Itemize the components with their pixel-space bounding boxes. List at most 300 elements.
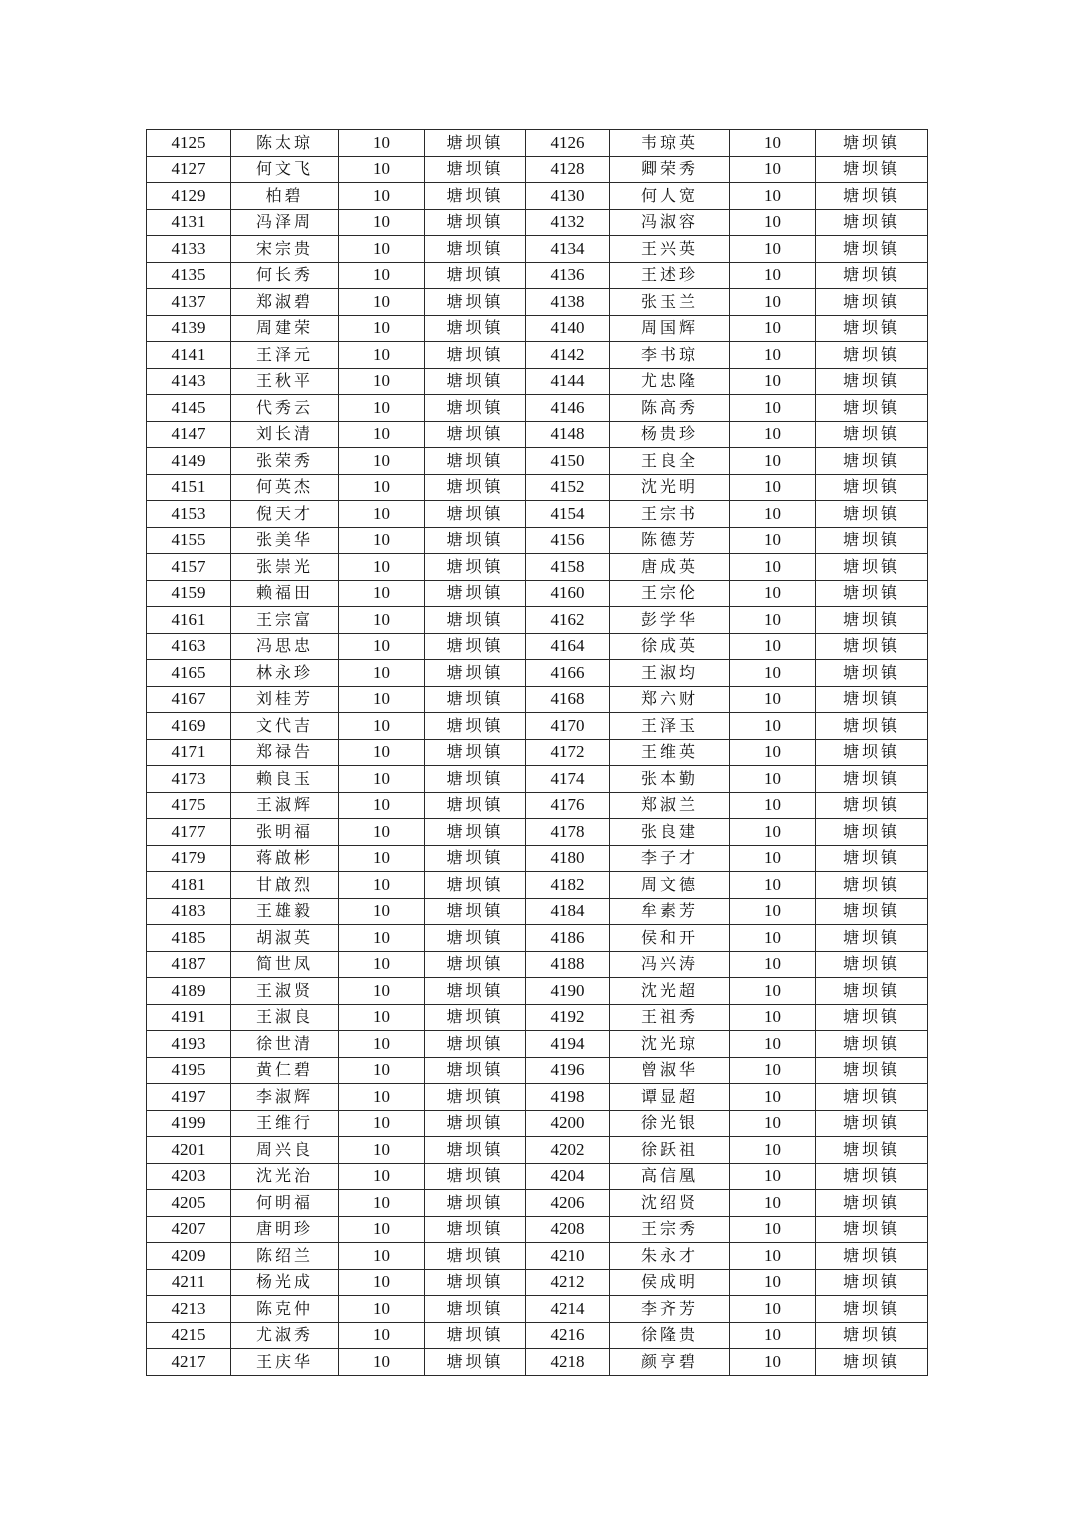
- left-record-number-cell: 4199: [147, 1110, 231, 1137]
- right-town-name-cell: 塘坝镇: [816, 1269, 928, 1296]
- table-row: [147, 421, 928, 448]
- table-row: [147, 501, 928, 528]
- right-town-name-cell: 塘坝镇: [816, 156, 928, 183]
- right-town-name-cell: 塘坝镇: [816, 368, 928, 395]
- right-amount-cell: 10: [730, 1031, 816, 1058]
- left-amount-cell: 10: [339, 1216, 425, 1243]
- right-town-name-cell: 塘坝镇: [816, 686, 928, 713]
- left-town-name-cell: 塘坝镇: [425, 421, 526, 448]
- right-amount-cell: 10: [730, 1216, 816, 1243]
- right-person-name-cell: 何人宽: [610, 183, 730, 210]
- left-person-name-cell: 郑淑碧: [231, 289, 339, 316]
- right-record-number-cell: 4196: [526, 1057, 610, 1084]
- table-row: [147, 1269, 928, 1296]
- right-amount-cell: 10: [730, 236, 816, 263]
- left-person-name-cell: 林永珍: [231, 660, 339, 687]
- left-record-number-cell: 4189: [147, 978, 231, 1005]
- left-record-number-cell: 4155: [147, 527, 231, 554]
- table-row: [147, 1163, 928, 1190]
- left-person-name-cell: 文代吉: [231, 713, 339, 740]
- left-town-name-cell: 塘坝镇: [425, 183, 526, 210]
- left-amount-cell: 10: [339, 315, 425, 342]
- left-town-name-cell: 塘坝镇: [425, 633, 526, 660]
- table-row: [147, 1322, 928, 1349]
- left-amount-cell: 10: [339, 474, 425, 501]
- table-row: [147, 713, 928, 740]
- table-row: [147, 262, 928, 289]
- right-record-number-cell: 4200: [526, 1110, 610, 1137]
- left-town-name-cell: 塘坝镇: [425, 1004, 526, 1031]
- right-amount-cell: 10: [730, 130, 816, 157]
- right-amount-cell: 10: [730, 1084, 816, 1111]
- right-record-number-cell: 4176: [526, 792, 610, 819]
- left-town-name-cell: 塘坝镇: [425, 368, 526, 395]
- right-person-name-cell: 王泽玉: [610, 713, 730, 740]
- left-town-name-cell: 塘坝镇: [425, 130, 526, 157]
- table-row: [147, 1190, 928, 1217]
- left-amount-cell: 10: [339, 527, 425, 554]
- table-row: [147, 1349, 928, 1376]
- right-person-name-cell: 沈绍贤: [610, 1190, 730, 1217]
- left-town-name-cell: 塘坝镇: [425, 448, 526, 475]
- table-row: [147, 1243, 928, 1270]
- right-town-name-cell: 塘坝镇: [816, 209, 928, 236]
- right-person-name-cell: 王淑均: [610, 660, 730, 687]
- right-amount-cell: 10: [730, 898, 816, 925]
- left-amount-cell: 10: [339, 501, 425, 528]
- right-amount-cell: 10: [730, 474, 816, 501]
- left-record-number-cell: 4203: [147, 1163, 231, 1190]
- table-row: [147, 156, 928, 183]
- table-row: [147, 607, 928, 634]
- left-town-name-cell: 塘坝镇: [425, 315, 526, 342]
- left-person-name-cell: 王淑辉: [231, 792, 339, 819]
- right-record-number-cell: 4150: [526, 448, 610, 475]
- left-person-name-cell: 张美华: [231, 527, 339, 554]
- right-amount-cell: 10: [730, 1190, 816, 1217]
- right-amount-cell: 10: [730, 1296, 816, 1323]
- left-town-name-cell: 塘坝镇: [425, 951, 526, 978]
- right-amount-cell: 10: [730, 739, 816, 766]
- right-person-name-cell: 徐光银: [610, 1110, 730, 1137]
- right-person-name-cell: 韦琼英: [610, 130, 730, 157]
- left-town-name-cell: 塘坝镇: [425, 395, 526, 422]
- right-town-name-cell: 塘坝镇: [816, 1057, 928, 1084]
- right-record-number-cell: 4134: [526, 236, 610, 263]
- table-row: [147, 554, 928, 581]
- table-row: [147, 236, 928, 263]
- left-record-number-cell: 4173: [147, 766, 231, 793]
- right-record-number-cell: 4154: [526, 501, 610, 528]
- left-person-name-cell: 赖良玉: [231, 766, 339, 793]
- left-person-name-cell: 郑禄告: [231, 739, 339, 766]
- left-amount-cell: 10: [339, 819, 425, 846]
- left-person-name-cell: 尤淑秀: [231, 1322, 339, 1349]
- right-person-name-cell: 谭显超: [610, 1084, 730, 1111]
- right-record-number-cell: 4130: [526, 183, 610, 210]
- left-record-number-cell: 4135: [147, 262, 231, 289]
- left-town-name-cell: 塘坝镇: [425, 1296, 526, 1323]
- left-record-number-cell: 4137: [147, 289, 231, 316]
- left-record-number-cell: 4213: [147, 1296, 231, 1323]
- left-town-name-cell: 塘坝镇: [425, 713, 526, 740]
- left-person-name-cell: 李淑辉: [231, 1084, 339, 1111]
- right-amount-cell: 10: [730, 1163, 816, 1190]
- right-town-name-cell: 塘坝镇: [816, 739, 928, 766]
- right-person-name-cell: 张良建: [610, 819, 730, 846]
- right-record-number-cell: 4156: [526, 527, 610, 554]
- right-record-number-cell: 4216: [526, 1322, 610, 1349]
- right-town-name-cell: 塘坝镇: [816, 792, 928, 819]
- left-record-number-cell: 4177: [147, 819, 231, 846]
- table-row: [147, 1137, 928, 1164]
- left-record-number-cell: 4165: [147, 660, 231, 687]
- left-town-name-cell: 塘坝镇: [425, 236, 526, 263]
- left-person-name-cell: 沈光治: [231, 1163, 339, 1190]
- right-town-name-cell: 塘坝镇: [816, 527, 928, 554]
- right-town-name-cell: 塘坝镇: [816, 315, 928, 342]
- table-row: [147, 951, 928, 978]
- right-record-number-cell: 4186: [526, 925, 610, 952]
- table-row: [147, 819, 928, 846]
- right-town-name-cell: 塘坝镇: [816, 978, 928, 1005]
- right-town-name-cell: 塘坝镇: [816, 395, 928, 422]
- table-row: [147, 1031, 928, 1058]
- right-town-name-cell: 塘坝镇: [816, 262, 928, 289]
- left-amount-cell: 10: [339, 925, 425, 952]
- right-town-name-cell: 塘坝镇: [816, 1243, 928, 1270]
- left-person-name-cell: 简世凤: [231, 951, 339, 978]
- right-town-name-cell: 塘坝镇: [816, 1216, 928, 1243]
- right-person-name-cell: 杨贵珍: [610, 421, 730, 448]
- left-person-name-cell: 王宗富: [231, 607, 339, 634]
- right-record-number-cell: 4206: [526, 1190, 610, 1217]
- left-amount-cell: 10: [339, 898, 425, 925]
- left-record-number-cell: 4133: [147, 236, 231, 263]
- right-town-name-cell: 塘坝镇: [816, 183, 928, 210]
- left-town-name-cell: 塘坝镇: [425, 527, 526, 554]
- left-record-number-cell: 4195: [147, 1057, 231, 1084]
- left-person-name-cell: 王维行: [231, 1110, 339, 1137]
- left-person-name-cell: 何明福: [231, 1190, 339, 1217]
- left-person-name-cell: 王淑贤: [231, 978, 339, 1005]
- left-amount-cell: 10: [339, 580, 425, 607]
- left-person-name-cell: 杨光成: [231, 1269, 339, 1296]
- left-record-number-cell: 4215: [147, 1322, 231, 1349]
- left-record-number-cell: 4185: [147, 925, 231, 952]
- right-town-name-cell: 塘坝镇: [816, 289, 928, 316]
- table-row: [147, 1057, 928, 1084]
- right-town-name-cell: 塘坝镇: [816, 660, 928, 687]
- left-amount-cell: 10: [339, 156, 425, 183]
- right-person-name-cell: 彭学华: [610, 607, 730, 634]
- right-person-name-cell: 颜亨碧: [610, 1349, 730, 1376]
- left-amount-cell: 10: [339, 1243, 425, 1270]
- left-town-name-cell: 塘坝镇: [425, 1031, 526, 1058]
- left-person-name-cell: 王秋平: [231, 368, 339, 395]
- left-town-name-cell: 塘坝镇: [425, 819, 526, 846]
- left-amount-cell: 10: [339, 1004, 425, 1031]
- left-person-name-cell: 何长秀: [231, 262, 339, 289]
- right-town-name-cell: 塘坝镇: [816, 845, 928, 872]
- right-person-name-cell: 徐隆贵: [610, 1322, 730, 1349]
- right-record-number-cell: 4192: [526, 1004, 610, 1031]
- left-town-name-cell: 塘坝镇: [425, 501, 526, 528]
- left-amount-cell: 10: [339, 845, 425, 872]
- left-person-name-cell: 赖福田: [231, 580, 339, 607]
- left-amount-cell: 10: [339, 1057, 425, 1084]
- right-record-number-cell: 4142: [526, 342, 610, 369]
- left-record-number-cell: 4209: [147, 1243, 231, 1270]
- left-record-number-cell: 4149: [147, 448, 231, 475]
- right-amount-cell: 10: [730, 1269, 816, 1296]
- right-amount-cell: 10: [730, 1110, 816, 1137]
- right-record-number-cell: 4148: [526, 421, 610, 448]
- table-row: [147, 766, 928, 793]
- right-record-number-cell: 4180: [526, 845, 610, 872]
- left-town-name-cell: 塘坝镇: [425, 1243, 526, 1270]
- right-person-name-cell: 王宗伦: [610, 580, 730, 607]
- left-amount-cell: 10: [339, 289, 425, 316]
- left-record-number-cell: 4197: [147, 1084, 231, 1111]
- right-person-name-cell: 王兴英: [610, 236, 730, 263]
- left-record-number-cell: 4207: [147, 1216, 231, 1243]
- left-amount-cell: 10: [339, 1349, 425, 1376]
- left-amount-cell: 10: [339, 739, 425, 766]
- left-record-number-cell: 4127: [147, 156, 231, 183]
- left-amount-cell: 10: [339, 1084, 425, 1111]
- right-amount-cell: 10: [730, 289, 816, 316]
- table-row: [147, 898, 928, 925]
- left-person-name-cell: 何文飞: [231, 156, 339, 183]
- left-record-number-cell: 4169: [147, 713, 231, 740]
- right-amount-cell: 10: [730, 819, 816, 846]
- left-person-name-cell: 徐世清: [231, 1031, 339, 1058]
- right-amount-cell: 10: [730, 580, 816, 607]
- right-town-name-cell: 塘坝镇: [816, 342, 928, 369]
- right-record-number-cell: 4166: [526, 660, 610, 687]
- table-row: [147, 660, 928, 687]
- left-town-name-cell: 塘坝镇: [425, 1110, 526, 1137]
- right-amount-cell: 10: [730, 554, 816, 581]
- left-person-name-cell: 张崇光: [231, 554, 339, 581]
- right-person-name-cell: 陈德芳: [610, 527, 730, 554]
- left-town-name-cell: 塘坝镇: [425, 739, 526, 766]
- right-town-name-cell: 塘坝镇: [816, 1190, 928, 1217]
- left-record-number-cell: 4181: [147, 872, 231, 899]
- left-town-name-cell: 塘坝镇: [425, 209, 526, 236]
- table-row: [147, 1084, 928, 1111]
- right-amount-cell: 10: [730, 368, 816, 395]
- right-person-name-cell: 王宗书: [610, 501, 730, 528]
- left-town-name-cell: 塘坝镇: [425, 686, 526, 713]
- table-row: [147, 872, 928, 899]
- left-amount-cell: 10: [339, 633, 425, 660]
- table-row: [147, 686, 928, 713]
- right-town-name-cell: 塘坝镇: [816, 713, 928, 740]
- right-amount-cell: 10: [730, 660, 816, 687]
- right-town-name-cell: 塘坝镇: [816, 1137, 928, 1164]
- left-record-number-cell: 4147: [147, 421, 231, 448]
- left-amount-cell: 10: [339, 792, 425, 819]
- right-amount-cell: 10: [730, 315, 816, 342]
- left-record-number-cell: 4143: [147, 368, 231, 395]
- left-person-name-cell: 王淑良: [231, 1004, 339, 1031]
- right-town-name-cell: 塘坝镇: [816, 766, 928, 793]
- left-record-number-cell: 4131: [147, 209, 231, 236]
- left-amount-cell: 10: [339, 236, 425, 263]
- right-amount-cell: 10: [730, 448, 816, 475]
- left-amount-cell: 10: [339, 368, 425, 395]
- right-person-name-cell: 牟素芳: [610, 898, 730, 925]
- right-amount-cell: 10: [730, 156, 816, 183]
- left-person-name-cell: 胡淑英: [231, 925, 339, 952]
- right-record-number-cell: 4138: [526, 289, 610, 316]
- right-town-name-cell: 塘坝镇: [816, 421, 928, 448]
- right-amount-cell: 10: [730, 1004, 816, 1031]
- right-person-name-cell: 朱永才: [610, 1243, 730, 1270]
- table-row: [147, 580, 928, 607]
- right-person-name-cell: 李子才: [610, 845, 730, 872]
- right-amount-cell: 10: [730, 686, 816, 713]
- left-town-name-cell: 塘坝镇: [425, 1084, 526, 1111]
- right-town-name-cell: 塘坝镇: [816, 819, 928, 846]
- left-person-name-cell: 周建荣: [231, 315, 339, 342]
- right-record-number-cell: 4178: [526, 819, 610, 846]
- right-record-number-cell: 4198: [526, 1084, 610, 1111]
- right-record-number-cell: 4162: [526, 607, 610, 634]
- table-row: [147, 1110, 928, 1137]
- left-person-name-cell: 张荣秀: [231, 448, 339, 475]
- right-record-number-cell: 4194: [526, 1031, 610, 1058]
- left-record-number-cell: 4125: [147, 130, 231, 157]
- right-amount-cell: 10: [730, 713, 816, 740]
- left-record-number-cell: 4201: [147, 1137, 231, 1164]
- left-town-name-cell: 塘坝镇: [425, 1137, 526, 1164]
- left-town-name-cell: 塘坝镇: [425, 262, 526, 289]
- right-record-number-cell: 4164: [526, 633, 610, 660]
- right-town-name-cell: 塘坝镇: [816, 554, 928, 581]
- left-town-name-cell: 塘坝镇: [425, 925, 526, 952]
- left-record-number-cell: 4157: [147, 554, 231, 581]
- left-person-name-cell: 王雄毅: [231, 898, 339, 925]
- left-town-name-cell: 塘坝镇: [425, 1190, 526, 1217]
- right-town-name-cell: 塘坝镇: [816, 1004, 928, 1031]
- left-town-name-cell: 塘坝镇: [425, 1163, 526, 1190]
- left-record-number-cell: 4141: [147, 342, 231, 369]
- left-record-number-cell: 4175: [147, 792, 231, 819]
- right-amount-cell: 10: [730, 1243, 816, 1270]
- left-town-name-cell: 塘坝镇: [425, 607, 526, 634]
- right-amount-cell: 10: [730, 501, 816, 528]
- table-row: [147, 1296, 928, 1323]
- right-amount-cell: 10: [730, 1057, 816, 1084]
- table-row: [147, 792, 928, 819]
- left-person-name-cell: 宋宗贵: [231, 236, 339, 263]
- left-town-name-cell: 塘坝镇: [425, 554, 526, 581]
- right-amount-cell: 10: [730, 607, 816, 634]
- right-amount-cell: 10: [730, 262, 816, 289]
- right-record-number-cell: 4214: [526, 1296, 610, 1323]
- right-amount-cell: 10: [730, 951, 816, 978]
- right-record-number-cell: 4212: [526, 1269, 610, 1296]
- right-amount-cell: 10: [730, 395, 816, 422]
- left-record-number-cell: 4153: [147, 501, 231, 528]
- right-person-name-cell: 徐跃祖: [610, 1137, 730, 1164]
- right-amount-cell: 10: [730, 1137, 816, 1164]
- right-amount-cell: 10: [730, 1322, 816, 1349]
- left-amount-cell: 10: [339, 766, 425, 793]
- left-amount-cell: 10: [339, 1137, 425, 1164]
- left-amount-cell: 10: [339, 421, 425, 448]
- left-town-name-cell: 塘坝镇: [425, 474, 526, 501]
- right-amount-cell: 10: [730, 872, 816, 899]
- left-record-number-cell: 4159: [147, 580, 231, 607]
- left-amount-cell: 10: [339, 262, 425, 289]
- right-person-name-cell: 沈光超: [610, 978, 730, 1005]
- right-record-number-cell: 4132: [526, 209, 610, 236]
- right-amount-cell: 10: [730, 527, 816, 554]
- table-row: [147, 1216, 928, 1243]
- right-person-name-cell: 郑淑兰: [610, 792, 730, 819]
- right-town-name-cell: 塘坝镇: [816, 130, 928, 157]
- left-record-number-cell: 4191: [147, 1004, 231, 1031]
- right-record-number-cell: 4136: [526, 262, 610, 289]
- left-amount-cell: 10: [339, 713, 425, 740]
- left-record-number-cell: 4211: [147, 1269, 231, 1296]
- table-row: [147, 448, 928, 475]
- right-amount-cell: 10: [730, 633, 816, 660]
- left-town-name-cell: 塘坝镇: [425, 1216, 526, 1243]
- left-amount-cell: 10: [339, 607, 425, 634]
- table-row: [147, 209, 928, 236]
- left-person-name-cell: 陈绍兰: [231, 1243, 339, 1270]
- left-person-name-cell: 刘长清: [231, 421, 339, 448]
- right-person-name-cell: 周文德: [610, 872, 730, 899]
- left-town-name-cell: 塘坝镇: [425, 1349, 526, 1376]
- right-person-name-cell: 王宗秀: [610, 1216, 730, 1243]
- right-amount-cell: 10: [730, 845, 816, 872]
- right-person-name-cell: 沈光琼: [610, 1031, 730, 1058]
- right-person-name-cell: 郑六财: [610, 686, 730, 713]
- left-record-number-cell: 4217: [147, 1349, 231, 1376]
- right-person-name-cell: 沈光明: [610, 474, 730, 501]
- left-town-name-cell: 塘坝镇: [425, 156, 526, 183]
- roster-table-body: [147, 130, 928, 1376]
- left-record-number-cell: 4145: [147, 395, 231, 422]
- left-town-name-cell: 塘坝镇: [425, 660, 526, 687]
- left-person-name-cell: 黄仁碧: [231, 1057, 339, 1084]
- right-town-name-cell: 塘坝镇: [816, 448, 928, 475]
- left-amount-cell: 10: [339, 1296, 425, 1323]
- right-person-name-cell: 冯淑容: [610, 209, 730, 236]
- left-amount-cell: 10: [339, 660, 425, 687]
- right-town-name-cell: 塘坝镇: [816, 1296, 928, 1323]
- table-row: [147, 368, 928, 395]
- right-person-name-cell: 曾淑华: [610, 1057, 730, 1084]
- left-person-name-cell: 王泽元: [231, 342, 339, 369]
- left-town-name-cell: 塘坝镇: [425, 792, 526, 819]
- right-record-number-cell: 4160: [526, 580, 610, 607]
- left-person-name-cell: 何英杰: [231, 474, 339, 501]
- left-town-name-cell: 塘坝镇: [425, 766, 526, 793]
- right-person-name-cell: 李齐芳: [610, 1296, 730, 1323]
- table-row: [147, 978, 928, 1005]
- right-record-number-cell: 4184: [526, 898, 610, 925]
- left-record-number-cell: 4179: [147, 845, 231, 872]
- left-record-number-cell: 4151: [147, 474, 231, 501]
- left-town-name-cell: 塘坝镇: [425, 289, 526, 316]
